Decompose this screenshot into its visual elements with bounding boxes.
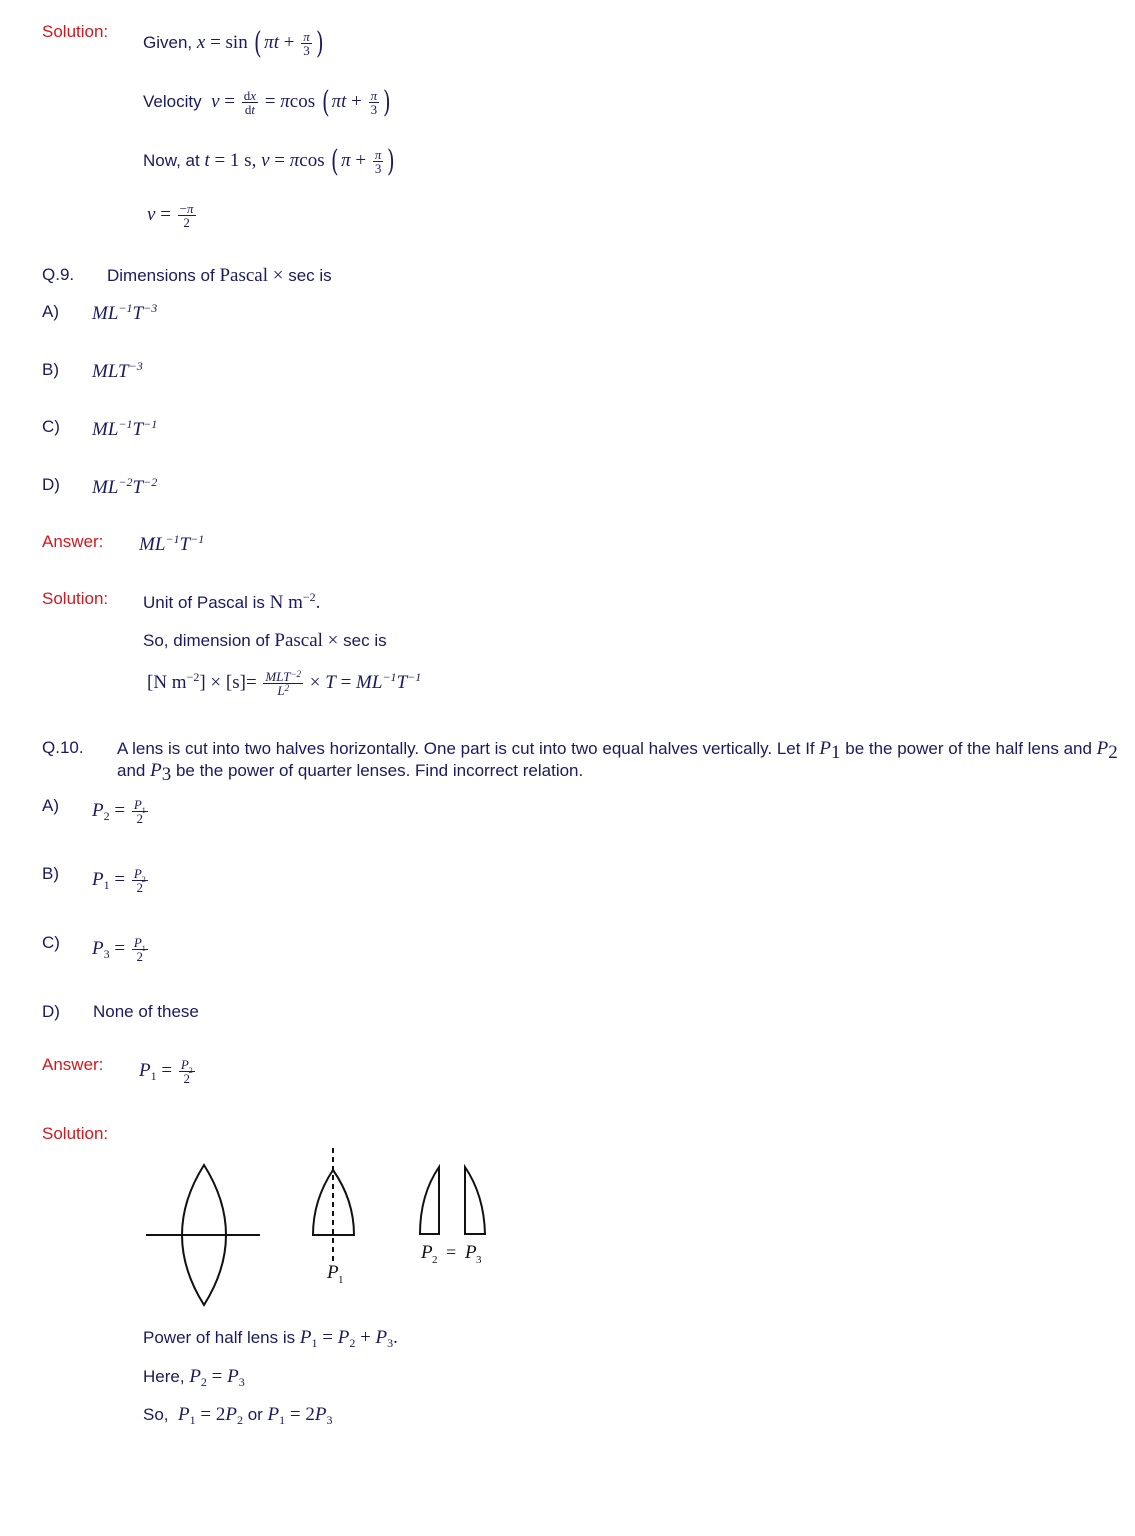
svg-text:P: P <box>327 1262 339 1283</box>
q9-stem: Dimensions of Pascal × sec is <box>107 265 332 286</box>
lens-diagram <box>140 1140 510 1310</box>
q10-number: Q.10. <box>42 738 84 757</box>
q10-option-b-label: B) <box>42 864 59 883</box>
solution-now-line: Now, at t = 1 s, v = πcos ( π + $\frac{\pi}{3}$ ) <box>143 143 395 179</box>
q10-solution-so: So, $P_1 = 2P_2$ or $P_1 = 2P_3$ <box>143 1404 333 1427</box>
q9-option-c-value: $ML^{-1}T^{-1}$ <box>92 417 158 440</box>
q10-option-a-value: $P_2$ = $\frac{P_1}{2}$ <box>92 797 146 826</box>
svg-text:=: = <box>446 1242 457 1262</box>
full-lens <box>146 1165 260 1305</box>
q10-option-d-value: None of these <box>93 1002 199 1021</box>
q10-solution-power: Power of half lens is $P_1 = P_2 + P_3$. <box>143 1327 398 1350</box>
solution-velocity-line: Velocity v = $\frac{dx}{dt}$ = πcos ( πt + $\frac{\pi}{3}$ ) <box>143 84 391 120</box>
q9-solution-line2: So, dimension of Pascal × sec is <box>143 630 387 651</box>
q9-answer-value: $ML^{-1}T^{-1}$ <box>139 532 205 555</box>
svg-text:3: 3 <box>476 1254 482 1266</box>
q9-solution-line1: Unit of Pascal is N $m^{-2}$. <box>143 590 321 613</box>
q10-answer-label: Answer: <box>42 1055 104 1074</box>
q10-option-c-value: $P_3$ = $\frac{P_1}{2}$ <box>92 935 146 964</box>
q9-solution-equation: [N $m^{-2}] \times [s]=$ $\frac{MLT^{-2}}{L^2}$ × $T = ML^{-1}T^{-1}$ <box>147 669 422 698</box>
q9-option-b-label: B) <box>42 360 59 379</box>
svg-text:1: 1 <box>338 1274 344 1286</box>
q9-answer-label: Answer: <box>42 532 104 551</box>
q9-option-c-label: C) <box>42 417 60 436</box>
svg-text:2: 2 <box>432 1254 438 1266</box>
q9-number: Q.9. <box>42 265 75 284</box>
half-lens <box>313 1148 354 1286</box>
q9-option-a-label: A) <box>42 302 59 321</box>
q10-option-d-label: D) <box>42 1002 60 1021</box>
solution-label: Solution: <box>42 22 109 41</box>
q10-solution-label: Solution: <box>42 1124 109 1143</box>
quarter-lenses <box>420 1167 485 1266</box>
svg-text:P: P <box>465 1242 477 1263</box>
q10-option-a-label: A) <box>42 796 59 815</box>
q9-option-d-value: $ML^{-2}T^{-2}$ <box>92 475 158 498</box>
solution-given-line: Given, x = sin ( πt + $\frac{\pi}{3}$ ) <box>143 25 324 61</box>
q10-answer-value: $P_1$ = $\frac{P_2}{2}$ <box>139 1057 193 1086</box>
solution-result-line: v = $\frac{-\pi}{2}$ <box>147 201 194 230</box>
q10-stem: A lens is cut into two halves horizontally. One part is cut into two equal halves vertically. Let If $P_1$ be the power of the half lens and $P_2$ and $P_3$ be the power of quarter lenses. Find incorrect relation. <box>117 738 1118 785</box>
q10-option-c-label: C) <box>42 933 60 952</box>
q9-option-d-label: D) <box>42 475 60 494</box>
svg-text:P: P <box>421 1242 433 1263</box>
q10-option-b-value: $P_1$ = $\frac{P_2}{2}$ <box>92 866 146 895</box>
q9-solution-label: Solution: <box>42 589 109 608</box>
q9-option-a-value: $ML^{-1}T^{-3}$ <box>92 301 158 324</box>
q10-solution-here: Here, $P_2 = P_3$ <box>143 1366 245 1389</box>
q9-option-b-value: $MLT^{-3}$ <box>92 359 143 382</box>
